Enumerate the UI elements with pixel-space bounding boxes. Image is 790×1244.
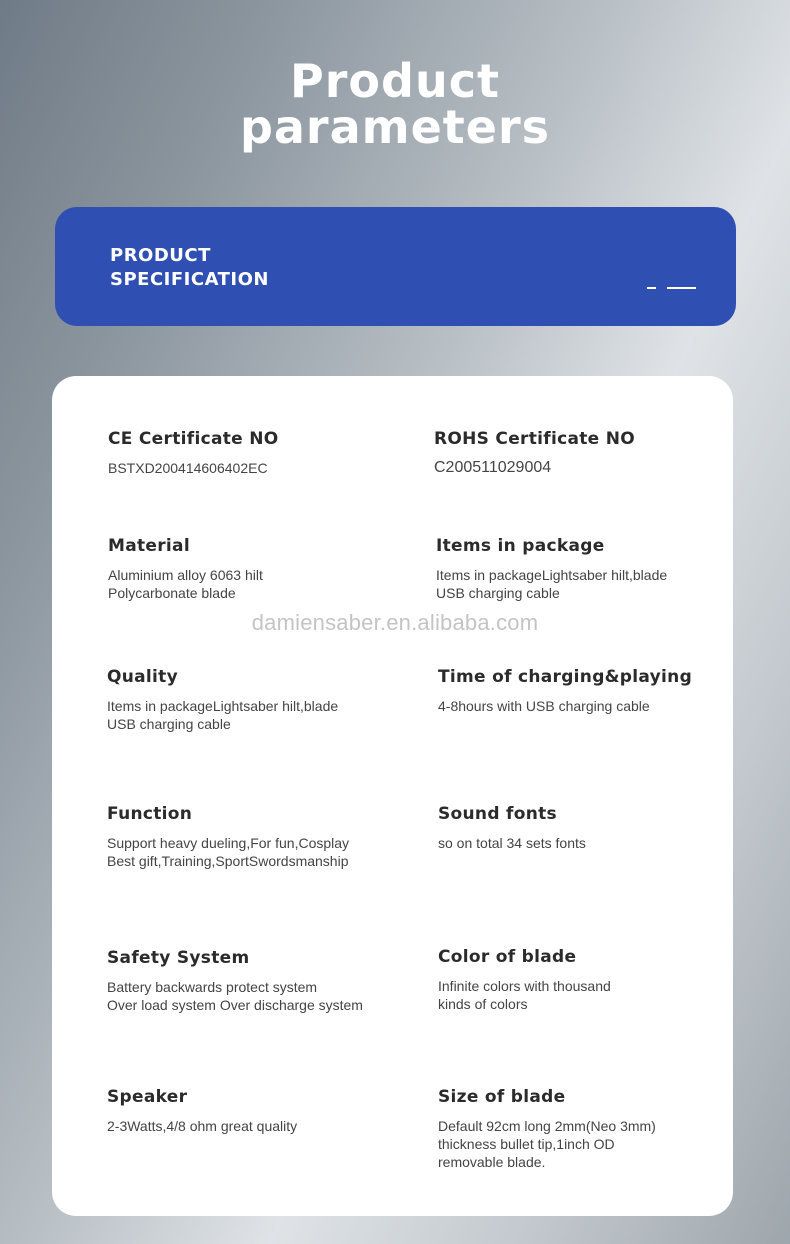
param-value-line: removable blade. xyxy=(438,1154,546,1170)
param-label: Safety System xyxy=(107,948,250,968)
banner-dash-short xyxy=(647,287,656,289)
param-sound-fonts xyxy=(438,803,738,852)
param-value-line: kinds of colors xyxy=(438,996,528,1012)
param-value xyxy=(438,1117,738,1171)
param-material xyxy=(108,535,408,602)
param-label: Material xyxy=(108,536,190,556)
param-rohs-certificate xyxy=(434,428,734,477)
param-label: Quality xyxy=(107,667,178,687)
banner-heading xyxy=(110,244,269,292)
param-label: Color of blade xyxy=(438,947,577,967)
param-value xyxy=(436,566,736,602)
param-value-line: Items in packageLightsaber hilt,blade xyxy=(436,567,668,583)
page-title-line2: parameters xyxy=(239,100,551,154)
param-value-line: USB charging cable xyxy=(436,585,560,601)
param-value xyxy=(107,1117,407,1135)
banner-heading-line1: PRODUCT xyxy=(110,245,211,266)
param-function xyxy=(107,803,407,870)
param-value-line: so on total 34 sets fonts xyxy=(438,835,586,851)
param-value-line: 2-3Watts,4/8 ohm great quality xyxy=(107,1118,298,1134)
param-label: Function xyxy=(107,804,193,824)
param-label: Size of blade xyxy=(438,1087,566,1107)
param-ce-certificate xyxy=(108,428,408,477)
page-title xyxy=(0,54,790,154)
banner-heading-line2: SPECIFICATION xyxy=(110,269,269,290)
param-value-line: Aluminium alloy 6063 hilt xyxy=(108,567,263,583)
param-value xyxy=(438,977,738,1013)
param-time-of-charging xyxy=(438,666,738,715)
param-value-line: Polycarbonate blade xyxy=(108,585,236,601)
param-safety-system xyxy=(107,947,407,1014)
param-label: Sound fonts xyxy=(438,804,557,824)
param-items-in-package xyxy=(436,535,736,602)
param-value xyxy=(438,697,738,715)
param-label: Items in package xyxy=(436,536,605,556)
param-value-line: Infinite colors with thousand xyxy=(438,978,611,994)
param-value-line: Best gift,Training,SportSwordsmanship xyxy=(107,853,349,869)
param-label: Speaker xyxy=(107,1087,188,1107)
param-value-line: Support heavy dueling,For fun,Cosplay xyxy=(107,835,350,851)
param-speaker xyxy=(107,1086,407,1135)
param-label: Time of charging&playing xyxy=(438,667,693,687)
param-value xyxy=(107,834,407,870)
parameters-card xyxy=(52,376,733,1216)
param-color-of-blade xyxy=(438,946,738,1013)
param-quality xyxy=(107,666,407,733)
param-value-line: Over load system Over discharge system xyxy=(107,997,363,1013)
page-title-line1: Product xyxy=(290,54,500,108)
param-value-line: USB charging cable xyxy=(107,716,231,732)
param-value xyxy=(108,459,408,477)
param-value xyxy=(108,566,408,602)
specification-banner xyxy=(55,207,736,326)
param-value-line: 4-8hours with USB charging cable xyxy=(438,698,650,714)
param-value xyxy=(107,978,407,1014)
param-value-line: C200511029004 xyxy=(434,459,552,476)
param-value-line: Items in packageLightsaber hilt,blade xyxy=(107,698,339,714)
param-value-line: thickness bullet tip,1inch OD xyxy=(438,1136,615,1152)
param-value xyxy=(438,834,738,852)
banner-dash-long xyxy=(667,287,696,289)
param-label: CE Certificate NO xyxy=(108,429,279,449)
param-value xyxy=(107,697,407,733)
param-value xyxy=(434,459,734,477)
param-size-of-blade xyxy=(438,1086,738,1171)
param-label: ROHS Certificate NO xyxy=(434,429,636,449)
param-value-line: Default 92cm long 2mm(Neo 3mm) xyxy=(438,1118,656,1134)
param-value-line: BSTXD200414606402EC xyxy=(108,460,268,476)
watermark: damiensaber.en.alibaba.com xyxy=(251,610,539,635)
param-value-line: Battery backwards protect system xyxy=(107,979,318,995)
